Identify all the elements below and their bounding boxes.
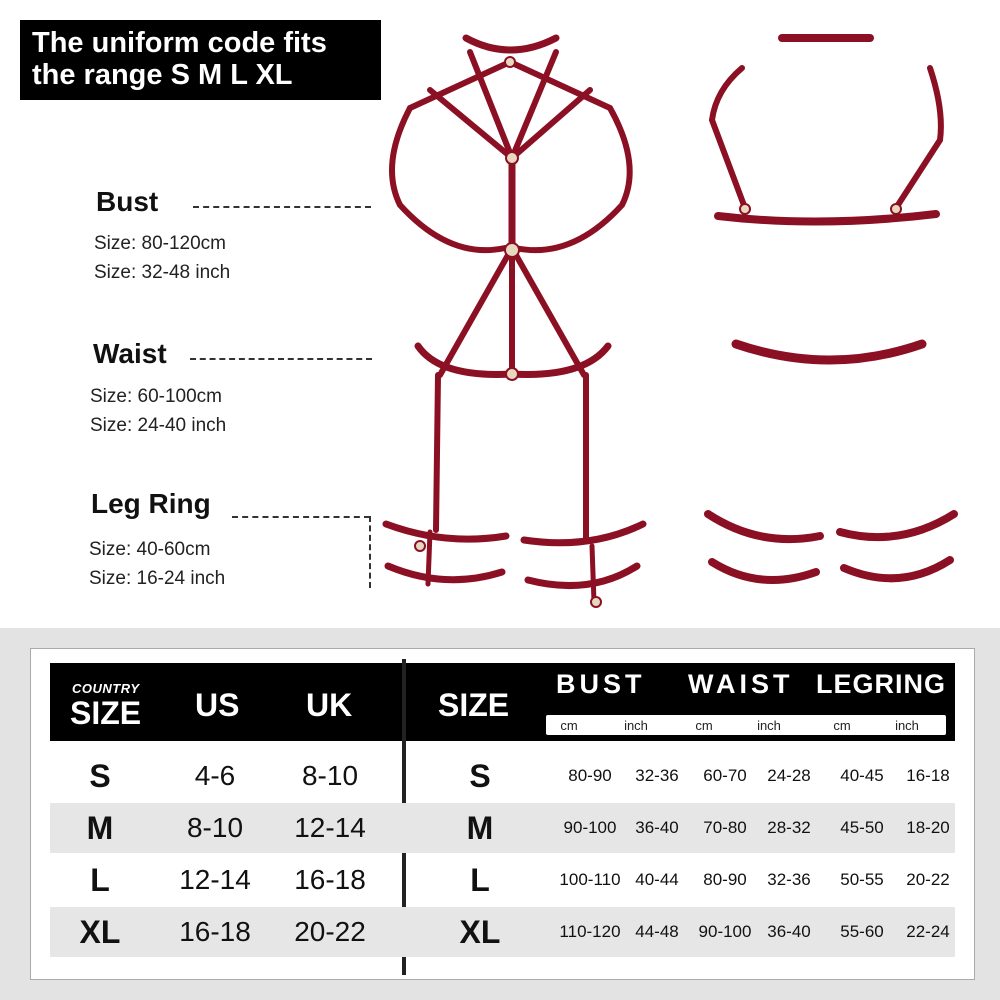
- front-collar-strap: [466, 38, 556, 50]
- bust-measurement: [96, 186, 158, 218]
- uk-heading: UK: [306, 687, 353, 723]
- waist-belt-piece: [736, 344, 922, 360]
- us-heading: US: [195, 687, 240, 723]
- table-row: [50, 855, 955, 905]
- bust-inch-cell: 32-36: [635, 766, 679, 785]
- waist-inch-cell: 32-36: [767, 870, 811, 889]
- bust-inch-cell: 40-44: [635, 870, 679, 889]
- uk-cell: 16-18: [294, 864, 366, 895]
- us-cell: 16-18: [179, 916, 251, 947]
- unit-bust-cm: cm: [560, 718, 578, 733]
- leg-inch-cell: 18-20: [906, 818, 950, 837]
- bust-sizes: [94, 225, 230, 287]
- size-banner: [20, 20, 381, 100]
- harness-illustration: [370, 20, 990, 620]
- country-label: COUNTRY: [72, 681, 140, 696]
- size-cell-right: L: [470, 862, 490, 898]
- leg-ring-pointer-line: [232, 516, 370, 518]
- bust-heading: BUST: [556, 669, 646, 699]
- bust-size-inch: Size: 32-48 inch: [94, 262, 231, 283]
- size-cell-right: M: [466, 810, 494, 846]
- us-cell: 4-6: [194, 760, 236, 791]
- table-row: [50, 751, 955, 801]
- leg-cm-cell: 50-55: [840, 870, 884, 889]
- size-chart: [30, 648, 975, 980]
- waist-size-cm: Size: 60-100cm: [90, 386, 223, 407]
- measurement-header: [406, 663, 955, 741]
- waist-inch-cell: 24-28: [767, 766, 811, 785]
- waist-cm-cell: 70-80: [703, 818, 747, 837]
- waist-label: Waist: [93, 338, 167, 369]
- size-heading-right: SIZE: [438, 687, 510, 723]
- size-cell: XL: [79, 914, 121, 950]
- table-row: [50, 907, 955, 957]
- unit-waist-inch: inch: [757, 718, 781, 733]
- size-heading-left: SIZE: [70, 695, 142, 731]
- size-cell-right: XL: [459, 914, 501, 950]
- bust-pointer-line: [193, 206, 371, 208]
- legring-heading: LEGRING: [816, 669, 947, 699]
- unit-waist-cm: cm: [695, 718, 713, 733]
- waist-sizes: [90, 378, 226, 440]
- unit-leg-cm: cm: [833, 718, 851, 733]
- bust-cm-cell: 80-90: [568, 766, 612, 785]
- waist-heading: WAIST: [688, 669, 794, 699]
- leg-ring-size-inch: Size: 16-24 inch: [89, 568, 226, 589]
- country-size-header: [50, 663, 402, 741]
- banner-line-1: The uniform code fits: [32, 27, 327, 59]
- leg-cm-cell: 55-60: [840, 922, 884, 941]
- leg-inch-cell: 20-22: [906, 870, 950, 889]
- waist-cm-cell: 80-90: [703, 870, 747, 889]
- waist-inch-cell: 28-32: [767, 818, 811, 837]
- unit-bust-inch: inch: [624, 718, 648, 733]
- uk-cell: 8-10: [301, 760, 359, 791]
- leg-inch-cell: 22-24: [906, 922, 950, 941]
- table-row: [50, 803, 955, 853]
- bust-inch-cell: 44-48: [635, 922, 679, 941]
- uk-cell: 20-22: [294, 916, 366, 947]
- us-cell: 8-10: [186, 812, 244, 843]
- leg-cm-cell: 45-50: [840, 818, 884, 837]
- waist-pointer-line: [190, 358, 372, 360]
- unit-leg-inch: inch: [895, 718, 919, 733]
- bust-cm-cell: 90-100: [563, 818, 617, 837]
- bust-cm-cell: 110-120: [559, 922, 621, 941]
- bust-size-cm: Size: 80-120cm: [94, 233, 227, 254]
- waist-cm-cell: 60-70: [703, 766, 747, 785]
- leg-ring-label: Leg Ring: [91, 488, 211, 519]
- size-cell: L: [90, 862, 110, 898]
- leg-inch-cell: 16-18: [906, 766, 950, 785]
- uk-cell: 12-14: [294, 812, 366, 843]
- bust-label: Bust: [96, 186, 159, 217]
- bust-cm-cell: 100-110: [559, 870, 621, 889]
- waist-inch-cell: 36-40: [767, 922, 811, 941]
- waist-size-inch: Size: 24-40 inch: [90, 415, 227, 436]
- waist-measurement: [93, 338, 167, 370]
- size-cell: M: [86, 810, 114, 846]
- us-cell: 12-14: [179, 864, 251, 895]
- leg-ring-sizes: [89, 531, 225, 593]
- banner-line-2: the range S M L XL: [32, 59, 293, 91]
- leg-ring-size-cm: Size: 40-60cm: [89, 539, 211, 560]
- leg-ring-measurement: [91, 488, 211, 520]
- bust-inch-cell: 36-40: [635, 818, 679, 837]
- leg-cm-cell: 40-45: [840, 766, 884, 785]
- size-cell-right: S: [469, 758, 491, 794]
- size-cell: S: [89, 758, 111, 794]
- waist-cm-cell: 90-100: [698, 922, 752, 941]
